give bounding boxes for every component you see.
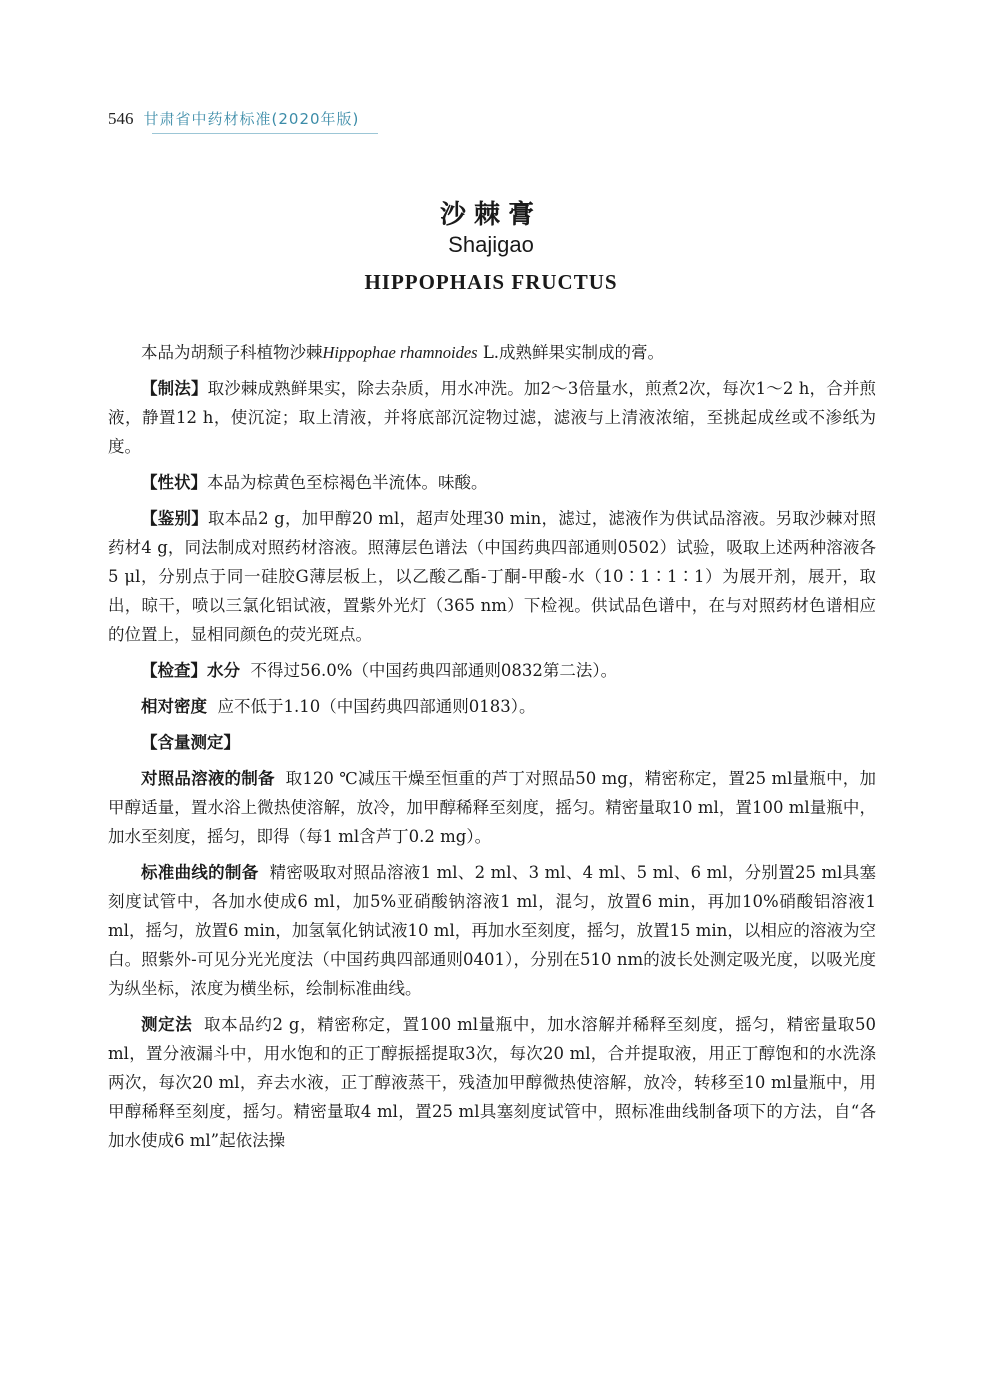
assay-method [108, 1010, 876, 1155]
moisture-label: 水分 [207, 661, 240, 680]
method-text: 取本品约2 g，精密称定，置100 ml量瓶中，加水溶解并稀释至刻度，摇匀，精密量取50 ml，置分液漏斗中，用水饱和的正丁醇振摇提取3次，每次20 ml，合并提取液，用正丁醇饱和的水洗涤两次，每次20 ml，弃去水液，正丁醇液蒸干，残渣加甲醇微热使溶解，放冷，转移至10 ml量瓶中，用甲醇稀释至刻度，摇匀。精密量取4 ml，置25 ml具塞刻度试管中，照标准曲线制备项下的方法，自“各加水使成6 ml”起依法操 [108, 1015, 877, 1150]
description-label: 【性状】 [141, 473, 207, 492]
moisture-text: 不得过56.0%（中国药典四部通则0832第二法）。 [250, 661, 618, 680]
intro-paragraph: 本品为胡颓子科植物沙棘Hippophae rhamnoides L.成熟鲜果实制成的膏。 [141, 343, 665, 362]
page-number: 546 [108, 109, 134, 128]
preparation-section [108, 374, 876, 461]
examination-density [108, 692, 876, 721]
running-header [108, 108, 359, 129]
density-label: 相对密度 [141, 697, 207, 716]
monograph-body [108, 338, 876, 1162]
header-underline [152, 133, 378, 134]
assay-reference [108, 764, 876, 851]
preparation-label: 【制法】 [141, 379, 208, 398]
examination-moisture [108, 656, 876, 685]
book-title: 甘肃省中药材标准(2020年版) [143, 110, 360, 128]
density-text: 应不低于1.10（中国药典四部通则0183）。 [217, 697, 536, 716]
curve-text: 精密吸取对照品溶液1 ml、2 ml、3 ml、4 ml、5 ml、6 ml，分别置25 ml具塞刻度试管中，各加水使成6 ml，加5%亚硝酸钠溶液1 ml，混匀，放置6 min，再加10%硝酸铝溶液1 ml，摇匀，放置6 min，加氢氧化钠试液10 ml，再加水至刻度，摇匀，放置15 min，以相应的溶液为空白。照紫外-可见分光光度法（中国药典四部通则0401），分别在510 nm的波长处测定吸光度，以吸光度为纵坐标，浓度为横坐标，绘制标准曲线。 [108, 863, 876, 998]
description-section [108, 468, 876, 497]
identification-section [108, 504, 876, 649]
identification-text: 取本品2 g，加甲醇20 ml，超声处理30 min，滤过，滤液作为供试品溶液。另取沙棘对照药材4 g，同法制成对照药材溶液。照薄层色谱法（中国药典四部通则0502）试验，吸取上述两种溶液各5 μl，分别点于同一硅胶G薄层板上，以乙酸乙酯-丁酮-甲酸-水（10∶1∶1∶1）为展开剂，展开，取出，晾干，喷以三氯化铝试液，置紫外光灯（365 nm）下检视。供试品色谱中，在与对照药材色谱相应的位置上，显相同颜色的荧光斑点。 [108, 509, 876, 644]
method-label: 测定法 [141, 1015, 193, 1034]
description-text: 本品为棕黄色至棕褐色半流体。味酸。 [207, 473, 488, 492]
monograph-title-cn: 沙棘膏 [439, 200, 542, 230]
preparation-text: 取沙棘成熟鲜果实，除去杂质，用水冲洗。加2～3倍量水，煎煮2次，每次1～2 h，合并煎液，静置12 h，使沉淀；取上清液，并将底部沉淀物过滤，滤液与上清液浓缩，至挑起成丝或不渗纸为度。 [108, 379, 876, 456]
curve-label: 标准曲线的制备 [141, 863, 259, 882]
reference-text: 取120 ℃减压干燥至恒重的芦丁对照品50 mg，精密称定，置25 ml量瓶中，加甲醇适量，置水浴上微热使溶解，放冷，加甲醇稀释至刻度，摇匀。精密量取10 ml，置100 ml量瓶中，加水至刻度，摇匀，即得（每1 ml含芦丁0.2 mg）。 [108, 769, 877, 846]
assay-label: 【含量测定】 [141, 733, 240, 752]
monograph-title-pinyin: Shajigao [448, 232, 534, 257]
assay-heading [108, 728, 876, 757]
monograph-title-latin: HIPPOPHAIS FRUCTUS [364, 270, 618, 294]
species-name: Hippophae rhamnoides [322, 343, 478, 362]
assay-curve [108, 858, 876, 1003]
reference-label: 对照品溶液的制备 [141, 769, 275, 788]
identification-label: 【鉴别】 [141, 509, 208, 528]
examination-label: 【检查】 [141, 661, 207, 680]
